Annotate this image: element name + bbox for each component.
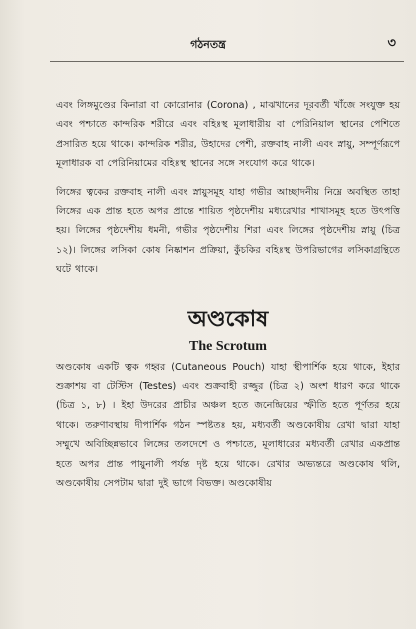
paragraph: এবং লিঙ্গমুণ্ডের কিনারা বা কোরোনার (Corona) , মাঝখানের দূরবর্তী খাঁজে সংযুক্ত হয় এবং পশ্চাতে কান্দরিক শরীরে এবং বহিঃস্থ মূলাধারীয় বা পেরিনিয়াল স্থানের পেশিতে প্রসারিত হয়ে থাকে। কান্দরিক শরীর, উহাদের পেশী, রক্তবাহ নালী এবং স্নায়ু, সম্পূর্ণরূপে মূলাধারক বা পেরিনিয়ামের বহিঃস্থ স্থানের সঙ্গে সংযোগ করে থাকে।: [56, 100, 400, 170]
running-title: গঠনতন্ত্র: [190, 38, 226, 51]
header-rule: [50, 61, 404, 62]
section-title: অণ্ডকোষ: [187, 306, 269, 332]
paragraph: অণ্ডকোষ একটি ত্বক গহ্বর (Cutaneous Pouch) যাহা স্থীপার্শিক হয়ে থাকে, ইহার শুক্রাশয় বা টেস্টিস (Testes) এবং শুক্রবাহী রজ্জুর (চিত্র ২) অংশ ধারণ করে থাকে (চিত্র ১, ৮) । ইহা উদরের প্রাচীর অঞ্চল হতে জনেন্দ্রিয়ের স্ফীতি হতে পূর্ণতর হয়ে থাকে। তরুণাবস্থায় দীপার্শিক গঠন স্পষ্টতঃ হয়, মধ্যবর্তী অণ্ডকোষীয় রেখা দ্বারা যাহা সম্মুখে অবিচ্ছিন্নভাবে লিঙ্গের তলদেশে ও পশ্চাতে, মূলাধারের মধ্যবর্তী রেখার একপ্রান্ত হতে অপর প্রান্ত পায়ুনালী পর্যন্ত দৃষ্ট হয়ে থাকে। রেখার অভ্যন্তরে অণ্ডকোষ থলি, অণ্ডকোষীয় সেপটাম দ্বারা দুই ভাগে বিভক্ত। অণ্ডকোষীয়: [56, 361, 400, 490]
section-subtitle: The Scrotum: [189, 338, 267, 354]
page-header: [0, 34, 416, 56]
paragraph: লিঙ্গের ত্বকের রক্তবাহ নালী এবং স্নায়ুসমূহ যাহা গভীর আচ্ছাদনীয় নিম্নে অবস্থিত তাহা লিঙ্গের এক প্রান্ত হতে অপর প্রান্তে শায়িত পৃষ্ঠদেশীয় মধ্যরেখার শাখাসমূহ হতে উৎপত্তি হয়। লিঙ্গের পৃষ্ঠদেশীয় ধমনী, গভীর পৃষ্ঠদেশীয় শিরা এবং লিঙ্গের পৃষ্ঠদেশীয় স্নায়ু (চিত্র ১২)। লিঙ্গের লসিকা কোষ নিষ্কাশন প্রক্রিয়া, কুঁচকির বহিঃস্থ উপরিভাগের লসিকাগ্রন্থিতে ঘটে থাকে।: [56, 186, 400, 276]
page-content: [56, 96, 400, 503]
page-number: ৩: [387, 36, 396, 51]
